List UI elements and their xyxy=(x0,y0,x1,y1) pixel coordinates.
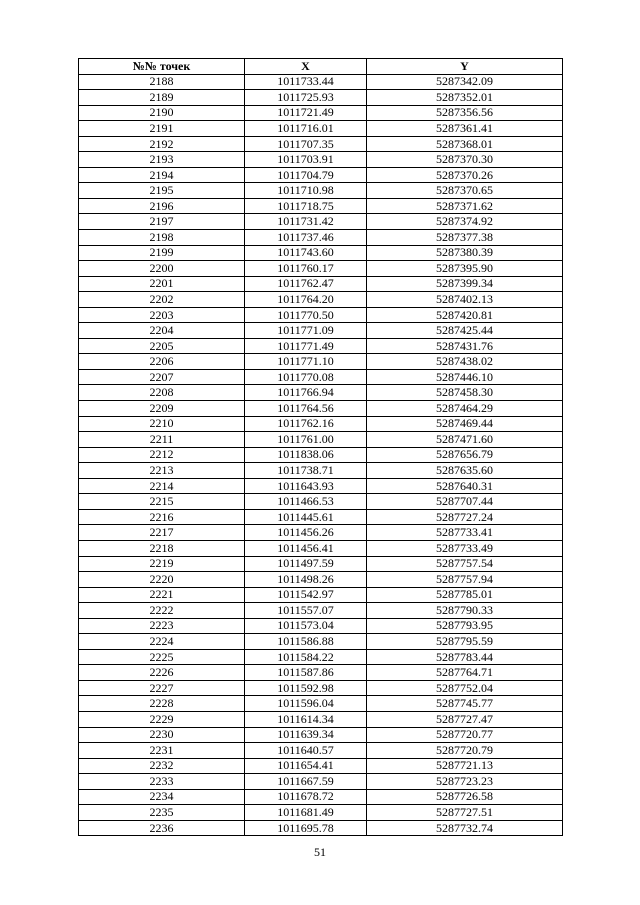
cell-y: 5287720.79 xyxy=(367,743,563,759)
cell-y: 5287431.76 xyxy=(367,338,563,354)
cell-x: 1011640.57 xyxy=(245,743,367,759)
cell-y: 5287420.81 xyxy=(367,307,563,323)
cell-x: 1011586.88 xyxy=(245,634,367,650)
cell-point-number: 2213 xyxy=(79,463,245,479)
cell-x: 1011760.17 xyxy=(245,261,367,277)
cell-y: 5287395.90 xyxy=(367,261,563,277)
table-row xyxy=(79,743,563,759)
table-row xyxy=(79,509,563,525)
cell-y: 5287795.59 xyxy=(367,634,563,650)
cell-y: 5287370.65 xyxy=(367,183,563,199)
table-row xyxy=(79,338,563,354)
cell-point-number: 2220 xyxy=(79,572,245,588)
cell-y: 5287745.77 xyxy=(367,696,563,712)
cell-x: 1011737.46 xyxy=(245,230,367,246)
cell-x: 1011721.49 xyxy=(245,105,367,121)
cell-x: 1011764.56 xyxy=(245,401,367,417)
cell-point-number: 2224 xyxy=(79,634,245,650)
cell-x: 1011573.04 xyxy=(245,618,367,634)
cell-point-number: 2225 xyxy=(79,649,245,665)
cell-point-number: 2196 xyxy=(79,198,245,214)
cell-x: 1011596.04 xyxy=(245,696,367,712)
table-body xyxy=(79,74,563,836)
table-row xyxy=(79,805,563,821)
table-row xyxy=(79,680,563,696)
cell-x: 1011667.59 xyxy=(245,774,367,790)
cell-y: 5287757.54 xyxy=(367,556,563,572)
cell-point-number: 2223 xyxy=(79,618,245,634)
cell-y: 5287752.04 xyxy=(367,680,563,696)
cell-y: 5287764.71 xyxy=(367,665,563,681)
cell-point-number: 2210 xyxy=(79,416,245,432)
cell-x: 1011654.41 xyxy=(245,758,367,774)
table-row xyxy=(79,618,563,634)
cell-point-number: 2216 xyxy=(79,509,245,525)
cell-y: 5287783.44 xyxy=(367,649,563,665)
cell-point-number: 2188 xyxy=(79,74,245,90)
table-row xyxy=(79,556,563,572)
cell-y: 5287356.56 xyxy=(367,105,563,121)
table-row xyxy=(79,90,563,106)
cell-x: 1011456.41 xyxy=(245,540,367,556)
cell-y: 5287656.79 xyxy=(367,447,563,463)
cell-y: 5287793.95 xyxy=(367,618,563,634)
cell-point-number: 2194 xyxy=(79,167,245,183)
table-row xyxy=(79,276,563,292)
cell-x: 1011733.44 xyxy=(245,74,367,90)
table-row xyxy=(79,572,563,588)
cell-x: 1011445.61 xyxy=(245,509,367,525)
cell-point-number: 2200 xyxy=(79,261,245,277)
cell-y: 5287425.44 xyxy=(367,323,563,339)
cell-point-number: 2197 xyxy=(79,214,245,230)
table-row xyxy=(79,649,563,665)
cell-point-number: 2192 xyxy=(79,136,245,152)
cell-y: 5287723.23 xyxy=(367,774,563,790)
cell-y: 5287399.34 xyxy=(367,276,563,292)
cell-x: 1011770.50 xyxy=(245,307,367,323)
table-row xyxy=(79,774,563,790)
cell-point-number: 2190 xyxy=(79,105,245,121)
cell-y: 5287720.77 xyxy=(367,727,563,743)
table-row xyxy=(79,727,563,743)
table-row xyxy=(79,354,563,370)
table-row xyxy=(79,416,563,432)
cell-y: 5287377.38 xyxy=(367,230,563,246)
table-row xyxy=(79,198,563,214)
cell-x: 1011587.86 xyxy=(245,665,367,681)
cell-y: 5287370.30 xyxy=(367,152,563,168)
cell-x: 1011738.71 xyxy=(245,463,367,479)
cell-x: 1011643.93 xyxy=(245,478,367,494)
cell-y: 5287464.29 xyxy=(367,401,563,417)
cell-y: 5287438.02 xyxy=(367,354,563,370)
table-row xyxy=(79,307,563,323)
cell-x: 1011466.53 xyxy=(245,494,367,510)
cell-y: 5287402.13 xyxy=(367,292,563,308)
cell-x: 1011771.49 xyxy=(245,338,367,354)
table-row xyxy=(79,245,563,261)
cell-y: 5287785.01 xyxy=(367,587,563,603)
table-row xyxy=(79,261,563,277)
cell-x: 1011771.09 xyxy=(245,323,367,339)
cell-point-number: 2191 xyxy=(79,121,245,137)
table-row xyxy=(79,494,563,510)
cell-point-number: 2206 xyxy=(79,354,245,370)
table-row xyxy=(79,369,563,385)
table-row xyxy=(79,292,563,308)
cell-x: 1011838.06 xyxy=(245,447,367,463)
header-point-number: №№ точек xyxy=(79,59,245,75)
table-row xyxy=(79,789,563,805)
table-row xyxy=(79,540,563,556)
table-row xyxy=(79,105,563,121)
cell-x: 1011584.22 xyxy=(245,649,367,665)
cell-y: 5287380.39 xyxy=(367,245,563,261)
cell-point-number: 2203 xyxy=(79,307,245,323)
cell-point-number: 2233 xyxy=(79,774,245,790)
cell-y: 5287635.60 xyxy=(367,463,563,479)
cell-point-number: 2232 xyxy=(79,758,245,774)
table-header-row xyxy=(79,59,563,75)
cell-y: 5287733.41 xyxy=(367,525,563,541)
header-y: Y xyxy=(367,59,563,75)
table-row xyxy=(79,463,563,479)
cell-x: 1011762.16 xyxy=(245,416,367,432)
cell-x: 1011497.59 xyxy=(245,556,367,572)
cell-y: 5287469.44 xyxy=(367,416,563,432)
table-row xyxy=(79,478,563,494)
cell-point-number: 2222 xyxy=(79,603,245,619)
cell-point-number: 2221 xyxy=(79,587,245,603)
table-row xyxy=(79,121,563,137)
table-row xyxy=(79,432,563,448)
cell-x: 1011731.42 xyxy=(245,214,367,230)
cell-y: 5287361.41 xyxy=(367,121,563,137)
cell-x: 1011718.75 xyxy=(245,198,367,214)
cell-point-number: 2214 xyxy=(79,478,245,494)
cell-point-number: 2231 xyxy=(79,743,245,759)
cell-x: 1011542.97 xyxy=(245,587,367,603)
cell-y: 5287368.01 xyxy=(367,136,563,152)
cell-y: 5287370.26 xyxy=(367,167,563,183)
cell-x: 1011716.01 xyxy=(245,121,367,137)
table-row xyxy=(79,401,563,417)
cell-point-number: 2234 xyxy=(79,789,245,805)
cell-x: 1011743.60 xyxy=(245,245,367,261)
cell-point-number: 2201 xyxy=(79,276,245,292)
table-row xyxy=(79,696,563,712)
cell-point-number: 2228 xyxy=(79,696,245,712)
table-row xyxy=(79,385,563,401)
cell-point-number: 2198 xyxy=(79,230,245,246)
cell-point-number: 2215 xyxy=(79,494,245,510)
cell-x: 1011592.98 xyxy=(245,680,367,696)
table-row xyxy=(79,758,563,774)
cell-y: 5287707.44 xyxy=(367,494,563,510)
cell-point-number: 2218 xyxy=(79,540,245,556)
cell-x: 1011695.78 xyxy=(245,820,367,836)
cell-x: 1011678.72 xyxy=(245,789,367,805)
cell-x: 1011725.93 xyxy=(245,90,367,106)
cell-point-number: 2230 xyxy=(79,727,245,743)
cell-x: 1011498.26 xyxy=(245,572,367,588)
cell-y: 5287757.94 xyxy=(367,572,563,588)
cell-x: 1011770.08 xyxy=(245,369,367,385)
cell-y: 5287458.30 xyxy=(367,385,563,401)
cell-point-number: 2219 xyxy=(79,556,245,572)
cell-point-number: 2205 xyxy=(79,338,245,354)
cell-x: 1011557.07 xyxy=(245,603,367,619)
cell-x: 1011681.49 xyxy=(245,805,367,821)
cell-y: 5287727.47 xyxy=(367,711,563,727)
cell-y: 5287727.51 xyxy=(367,805,563,821)
cell-x: 1011614.34 xyxy=(245,711,367,727)
cell-y: 5287640.31 xyxy=(367,478,563,494)
table-row xyxy=(79,230,563,246)
table-row xyxy=(79,183,563,199)
cell-x: 1011704.79 xyxy=(245,167,367,183)
cell-point-number: 2212 xyxy=(79,447,245,463)
cell-x: 1011762.47 xyxy=(245,276,367,292)
cell-point-number: 2202 xyxy=(79,292,245,308)
table-row xyxy=(79,525,563,541)
cell-point-number: 2204 xyxy=(79,323,245,339)
table-row xyxy=(79,820,563,836)
cell-y: 5287352.01 xyxy=(367,90,563,106)
table-row xyxy=(79,447,563,463)
cell-point-number: 2229 xyxy=(79,711,245,727)
cell-point-number: 2193 xyxy=(79,152,245,168)
table-row xyxy=(79,74,563,90)
table-row xyxy=(79,136,563,152)
cell-point-number: 2217 xyxy=(79,525,245,541)
cell-x: 1011707.35 xyxy=(245,136,367,152)
table-row xyxy=(79,603,563,619)
table-row xyxy=(79,214,563,230)
cell-y: 5287790.33 xyxy=(367,603,563,619)
table-row xyxy=(79,665,563,681)
cell-y: 5287471.60 xyxy=(367,432,563,448)
cell-x: 1011710.98 xyxy=(245,183,367,199)
cell-y: 5287371.62 xyxy=(367,198,563,214)
cell-y: 5287733.49 xyxy=(367,540,563,556)
table-row xyxy=(79,323,563,339)
cell-point-number: 2236 xyxy=(79,820,245,836)
cell-x: 1011639.34 xyxy=(245,727,367,743)
cell-x: 1011771.10 xyxy=(245,354,367,370)
cell-point-number: 2195 xyxy=(79,183,245,199)
cell-point-number: 2226 xyxy=(79,665,245,681)
cell-y: 5287446.10 xyxy=(367,369,563,385)
cell-x: 1011766.94 xyxy=(245,385,367,401)
cell-y: 5287342.09 xyxy=(367,74,563,90)
cell-point-number: 2209 xyxy=(79,401,245,417)
cell-y: 5287726.58 xyxy=(367,789,563,805)
cell-x: 1011764.20 xyxy=(245,292,367,308)
cell-y: 5287727.24 xyxy=(367,509,563,525)
header-x: X xyxy=(245,59,367,75)
cell-point-number: 2235 xyxy=(79,805,245,821)
page-number: 51 xyxy=(314,845,326,859)
cell-point-number: 2227 xyxy=(79,680,245,696)
cell-point-number: 2189 xyxy=(79,90,245,106)
coordinates-table xyxy=(78,58,563,836)
table-row xyxy=(79,167,563,183)
table-row xyxy=(79,634,563,650)
table-row xyxy=(79,152,563,168)
table-row xyxy=(79,711,563,727)
cell-y: 5287374.92 xyxy=(367,214,563,230)
cell-point-number: 2211 xyxy=(79,432,245,448)
cell-y: 5287721.13 xyxy=(367,758,563,774)
cell-x: 1011761.00 xyxy=(245,432,367,448)
cell-point-number: 2199 xyxy=(79,245,245,261)
table-row xyxy=(79,587,563,603)
cell-x: 1011456.26 xyxy=(245,525,367,541)
cell-y: 5287732.74 xyxy=(367,820,563,836)
cell-x: 1011703.91 xyxy=(245,152,367,168)
cell-point-number: 2207 xyxy=(79,369,245,385)
cell-point-number: 2208 xyxy=(79,385,245,401)
